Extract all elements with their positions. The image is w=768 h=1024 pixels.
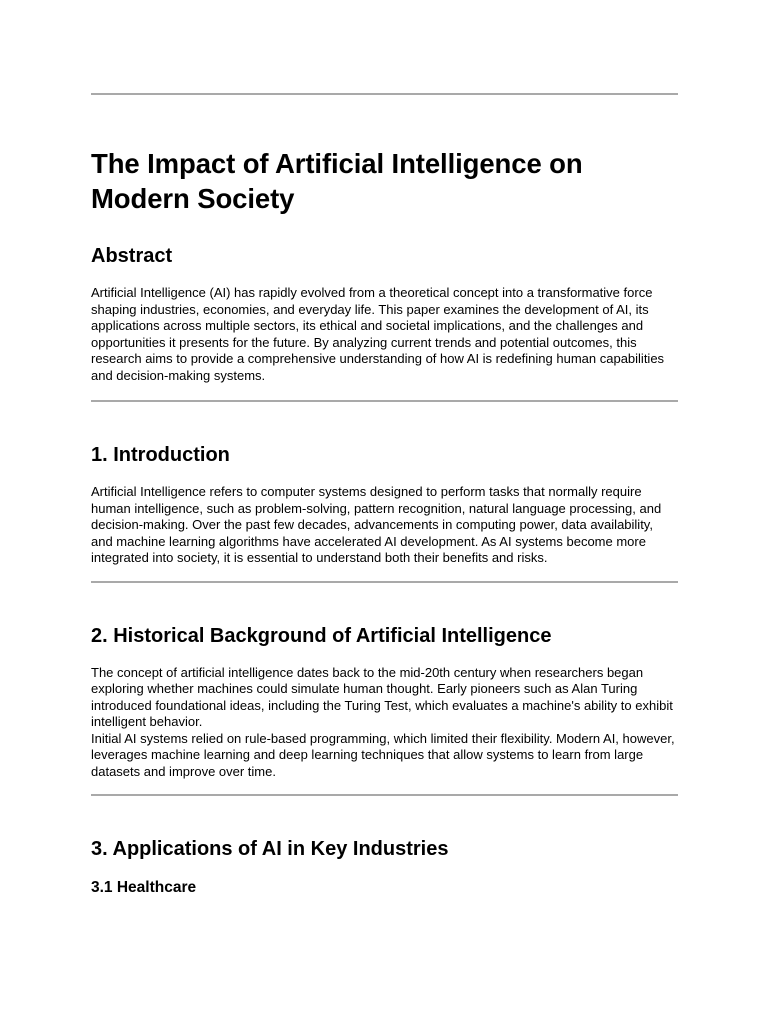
abstract-text: Artificial Intelligence (AI) has rapidly evolved from a theoretical concept into a transformative force shaping industries, economies, and everyday life. This paper examines the development of AI, its applications across multiple sectors, its ethical and societal implications, and the challenges and opportunities it presents for the future. By analyzing current trends and potential outcomes, this research aims to provide a comprehensive understanding of how AI is redefining human capabilities and decision-making systems. [91, 285, 665, 383]
section-divider [91, 400, 678, 402]
document-title: The Impact of Artificial Intelligence on Modern Society [91, 148, 583, 214]
history-text-1: The concept of artificial intelligence dates back to the mid-20th century when researchers began exploring whether machines could simulate human thought. Early pioneers such as Alan Turing introduced foundational ideas, including the Turing Test, which evaluates a machine's ability to exhibit intelligent behavior. [91, 664, 673, 729]
history-heading: 2. Historical Background of Artificial Intelligence [91, 624, 552, 647]
healthcare-subheading: 3.1 Healthcare [91, 879, 197, 896]
introduction-heading: 1. Introduction [91, 444, 230, 466]
section-divider [91, 794, 678, 796]
history-text-2: Initial AI systems relied on rule-based programming, which limited their flexibility. Modern AI, however, leverages machine learning and deep learning techniques that allow systems to learn from large datasets and improve over time. [91, 730, 675, 779]
applications-heading: 3. Applications of AI in Key Industries [91, 838, 449, 860]
abstract-heading: Abstract [91, 245, 173, 267]
document-content [91, 93, 678, 898]
section-divider [91, 581, 678, 583]
introduction-text: Artificial Intelligence refers to computer systems designed to perform tasks that normally require human intelligence, such as problem-solving, pattern recognition, natural language processing, and decision-making. Over the past few decades, advancements in computing power, data availability, and machine learning algorithms have accelerated AI development. As AI systems become more integrated into society, it is essential to understand both their benefits and risks. [91, 484, 662, 565]
top-divider [91, 93, 678, 95]
